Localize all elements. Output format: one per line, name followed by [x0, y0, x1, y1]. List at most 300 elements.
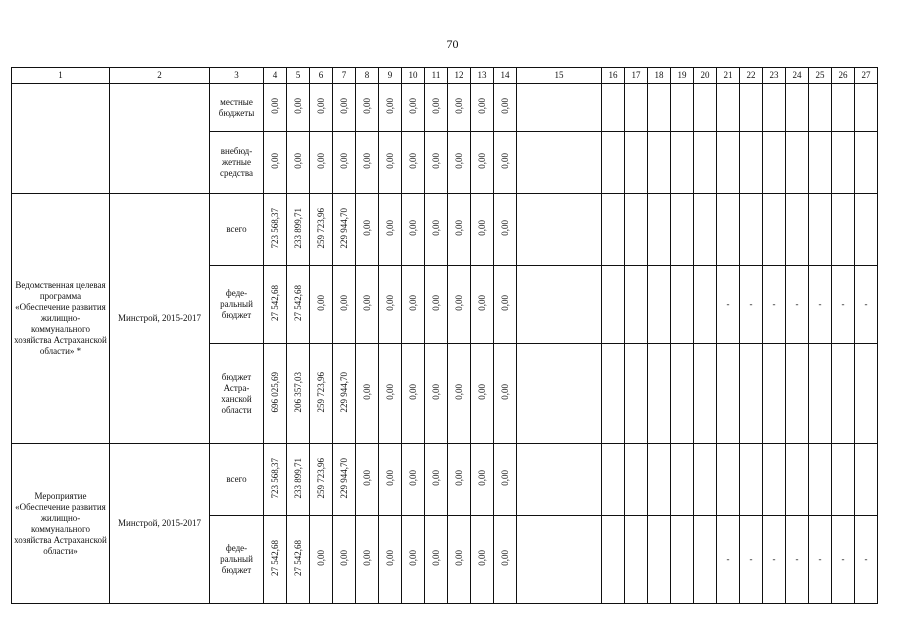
- value-cell: [287, 132, 310, 194]
- dash-mark: -: [818, 299, 822, 309]
- value-text: 259 723,96: [316, 457, 326, 499]
- col-15-cell: [517, 344, 602, 444]
- value-cell: [471, 516, 494, 604]
- value-text: 0,00: [408, 550, 418, 566]
- value-cell: [494, 132, 517, 194]
- value-text: 0,00: [408, 470, 418, 486]
- funding-source: феде-ральный бюджет: [210, 516, 264, 604]
- col-18-cell: [648, 132, 671, 194]
- col-23-cell: [763, 132, 786, 194]
- col-22-cell: [740, 132, 763, 194]
- col-15-cell: [517, 132, 602, 194]
- col-23-cell: [763, 444, 786, 516]
- col-18-cell: [648, 194, 671, 266]
- value-text: 259 723,96: [316, 207, 326, 249]
- measure-row: [12, 444, 878, 516]
- value-cell: [287, 266, 310, 344]
- value-cell: [356, 194, 379, 266]
- value-text: 0,00: [500, 550, 510, 566]
- value-cell: [310, 516, 333, 604]
- dash-mark: -: [772, 299, 776, 309]
- col-23-cell: [763, 266, 786, 344]
- value-cell: [425, 194, 448, 266]
- value-cell: [471, 194, 494, 266]
- dash-mark: -: [749, 554, 753, 564]
- col-26-cell: [832, 84, 855, 132]
- value-cell: [448, 344, 471, 444]
- col-17-cell: [625, 132, 648, 194]
- value-text: 0,00: [431, 295, 441, 311]
- dash-mark: -: [795, 299, 799, 309]
- value-cell: [333, 344, 356, 444]
- col-23-cell: [763, 516, 786, 604]
- column-number: 22: [740, 68, 763, 84]
- col-18-cell: [648, 344, 671, 444]
- column-number: 2: [110, 68, 210, 84]
- funding-source: местные бюджеты: [210, 84, 264, 132]
- column-number: 24: [786, 68, 809, 84]
- value-text: 0,00: [408, 384, 418, 400]
- value-text: 0,00: [385, 550, 395, 566]
- column-number: 15: [517, 68, 602, 84]
- value-cell: [402, 444, 425, 516]
- value-text: 0,00: [500, 384, 510, 400]
- value-cell: [356, 444, 379, 516]
- value-cell: [494, 266, 517, 344]
- value-text: 0,00: [362, 98, 372, 114]
- col-23-cell: [763, 194, 786, 266]
- value-text: 0,00: [431, 220, 441, 236]
- col-16-cell: [602, 84, 625, 132]
- value-text: 0,00: [454, 98, 464, 114]
- col-15-cell: [517, 516, 602, 604]
- column-number: 19: [671, 68, 694, 84]
- dash-mark: -: [841, 554, 845, 564]
- col-17-cell: [625, 444, 648, 516]
- col-17-cell: [625, 516, 648, 604]
- col-26-cell: [832, 444, 855, 516]
- value-text: 0,00: [454, 470, 464, 486]
- col-25-cell: [809, 516, 832, 604]
- value-text: 0,00: [362, 295, 372, 311]
- value-text: 0,00: [385, 153, 395, 169]
- col-27-cell: [855, 516, 878, 604]
- value-text: 27 542,68: [293, 285, 303, 321]
- value-text: 0,00: [431, 384, 441, 400]
- dash-mark: -: [726, 554, 730, 564]
- column-number: 7: [333, 68, 356, 84]
- col-16-cell: [602, 444, 625, 516]
- value-cell: [333, 194, 356, 266]
- column-number: 25: [809, 68, 832, 84]
- col-27-cell: [855, 194, 878, 266]
- value-cell: [425, 84, 448, 132]
- value-cell: [264, 84, 287, 132]
- funding-source: феде-ральный бюджет: [210, 266, 264, 344]
- value-text: 0,00: [500, 470, 510, 486]
- column-number-row: [12, 68, 878, 84]
- value-text: 0,00: [408, 153, 418, 169]
- value-cell: [356, 516, 379, 604]
- continuation-row: [12, 132, 878, 194]
- value-text: 0,00: [477, 384, 487, 400]
- col-15-cell: [517, 266, 602, 344]
- column-number: 14: [494, 68, 517, 84]
- value-text: 0,00: [477, 220, 487, 236]
- col-27-cell: [855, 344, 878, 444]
- value-text: 0,00: [362, 384, 372, 400]
- column-number: 4: [264, 68, 287, 84]
- value-cell: [264, 132, 287, 194]
- value-cell: [425, 132, 448, 194]
- value-cell: [448, 266, 471, 344]
- value-cell: [448, 132, 471, 194]
- col-21-cell: [717, 444, 740, 516]
- col-26-cell: [832, 194, 855, 266]
- value-cell: [356, 266, 379, 344]
- col-27-cell: [855, 132, 878, 194]
- value-text: 229 944,70: [339, 207, 349, 249]
- value-text: 0,00: [431, 550, 441, 566]
- col-18-cell: [648, 266, 671, 344]
- value-text: 0,00: [408, 98, 418, 114]
- column-number: 27: [855, 68, 878, 84]
- value-cell: [264, 444, 287, 516]
- col-19-cell: [671, 84, 694, 132]
- value-text: 0,00: [385, 470, 395, 486]
- blank-name-cell: [12, 132, 110, 194]
- dash-mark: -: [795, 554, 799, 564]
- column-number: 11: [425, 68, 448, 84]
- value-cell: [379, 266, 402, 344]
- value-cell: [379, 84, 402, 132]
- value-text: 0,00: [316, 98, 326, 114]
- value-text: 0,00: [500, 220, 510, 236]
- col-22-cell: [740, 266, 763, 344]
- value-text: 0,00: [454, 384, 464, 400]
- measure-executor: Минстрой, 2015-2017: [110, 444, 210, 604]
- page-number: 70: [446, 37, 459, 51]
- value-text: 0,00: [408, 220, 418, 236]
- col-19-cell: [671, 516, 694, 604]
- funding-source: всего: [210, 444, 264, 516]
- col-26-cell: [832, 266, 855, 344]
- value-text: 0,00: [477, 295, 487, 311]
- value-text: 0,00: [385, 384, 395, 400]
- col-18-cell: [648, 84, 671, 132]
- col-17-cell: [625, 266, 648, 344]
- value-cell: [448, 444, 471, 516]
- value-text: 0,00: [270, 153, 280, 169]
- value-cell: [494, 194, 517, 266]
- column-number: 23: [763, 68, 786, 84]
- value-text: 0,00: [431, 470, 441, 486]
- value-cell: [333, 84, 356, 132]
- value-cell: [471, 344, 494, 444]
- col-22-cell: [740, 344, 763, 444]
- value-text: 233 899,71: [293, 207, 303, 249]
- col-24-cell: [786, 266, 809, 344]
- value-cell: [310, 344, 333, 444]
- column-number: 20: [694, 68, 717, 84]
- value-text: 0,00: [316, 550, 326, 566]
- col-15-cell: [517, 444, 602, 516]
- col-21-cell: [717, 132, 740, 194]
- value-text: 259 723,96: [316, 371, 326, 413]
- value-cell: [356, 84, 379, 132]
- value-text: 0,00: [339, 98, 349, 114]
- value-cell: [448, 516, 471, 604]
- value-cell: [264, 266, 287, 344]
- col-20-cell: [694, 344, 717, 444]
- value-cell: [471, 132, 494, 194]
- col-19-cell: [671, 266, 694, 344]
- col-15-cell: [517, 194, 602, 266]
- value-cell: [402, 344, 425, 444]
- value-cell: [310, 132, 333, 194]
- col-27-cell: [855, 266, 878, 344]
- column-number: 3: [210, 68, 264, 84]
- value-text: 206 357,03: [293, 371, 303, 413]
- value-cell: [471, 84, 494, 132]
- col-23-cell: [763, 344, 786, 444]
- value-text: 0,00: [339, 550, 349, 566]
- value-text: 0,00: [500, 98, 510, 114]
- col-25-cell: [809, 344, 832, 444]
- col-19-cell: [671, 444, 694, 516]
- value-cell: [494, 344, 517, 444]
- col-21-cell: [717, 516, 740, 604]
- col-24-cell: [786, 444, 809, 516]
- col-21-cell: [717, 344, 740, 444]
- funding-source: всего: [210, 194, 264, 266]
- dash-mark: -: [772, 554, 776, 564]
- value-text: 0,00: [454, 220, 464, 236]
- col-16-cell: [602, 132, 625, 194]
- value-text: 723 568,37: [270, 457, 280, 499]
- col-16-cell: [602, 266, 625, 344]
- value-cell: [356, 132, 379, 194]
- value-cell: [310, 444, 333, 516]
- value-cell: [287, 444, 310, 516]
- continuation-row: [12, 84, 878, 132]
- funding-source: бюджет Астра-ханской области: [210, 344, 264, 444]
- col-25-cell: [809, 194, 832, 266]
- value-cell: [402, 266, 425, 344]
- col-27-cell: [855, 84, 878, 132]
- col-24-cell: [786, 84, 809, 132]
- value-cell: [379, 516, 402, 604]
- value-cell: [264, 194, 287, 266]
- value-text: 27 542,68: [270, 285, 280, 321]
- value-cell: [448, 194, 471, 266]
- col-20-cell: [694, 266, 717, 344]
- value-text: 233 899,71: [293, 457, 303, 499]
- value-text: 0,00: [477, 470, 487, 486]
- value-cell: [494, 84, 517, 132]
- value-cell: [333, 266, 356, 344]
- value-cell: [333, 516, 356, 604]
- column-number: 18: [648, 68, 671, 84]
- value-text: 0,00: [500, 295, 510, 311]
- column-number: 10: [402, 68, 425, 84]
- col-23-cell: [763, 84, 786, 132]
- value-text: 0,00: [477, 98, 487, 114]
- value-cell: [310, 194, 333, 266]
- value-text: 0,00: [362, 153, 372, 169]
- value-cell: [379, 132, 402, 194]
- value-text: 0,00: [270, 98, 280, 114]
- value-cell: [264, 344, 287, 444]
- value-text: 27 542,68: [293, 540, 303, 576]
- value-cell: [402, 132, 425, 194]
- value-text: 0,00: [454, 550, 464, 566]
- value-text: 0,00: [339, 153, 349, 169]
- col-24-cell: [786, 194, 809, 266]
- value-cell: [333, 444, 356, 516]
- col-18-cell: [648, 444, 671, 516]
- budget-table: [11, 67, 878, 604]
- value-text: 0,00: [316, 153, 326, 169]
- value-text: 229 944,70: [339, 371, 349, 413]
- col-18-cell: [648, 516, 671, 604]
- value-text: 696 025,69: [270, 371, 280, 413]
- column-number: 9: [379, 68, 402, 84]
- value-text: 0,00: [362, 470, 372, 486]
- value-text: 0,00: [408, 295, 418, 311]
- dash-mark: -: [864, 554, 868, 564]
- value-text: 723 568,37: [270, 207, 280, 249]
- value-cell: [310, 84, 333, 132]
- col-17-cell: [625, 84, 648, 132]
- value-cell: [425, 516, 448, 604]
- value-text: 0,00: [454, 153, 464, 169]
- column-number: 8: [356, 68, 379, 84]
- value-cell: [379, 344, 402, 444]
- value-cell: [264, 516, 287, 604]
- column-number: 26: [832, 68, 855, 84]
- value-cell: [310, 266, 333, 344]
- dash-mark: -: [726, 299, 730, 309]
- value-cell: [494, 444, 517, 516]
- value-cell: [379, 444, 402, 516]
- column-number: 17: [625, 68, 648, 84]
- value-text: 0,00: [362, 550, 372, 566]
- value-text: 0,00: [293, 153, 303, 169]
- value-cell: [402, 194, 425, 266]
- program-row: [12, 194, 878, 266]
- value-text: 0,00: [477, 153, 487, 169]
- value-cell: [425, 266, 448, 344]
- value-cell: [471, 444, 494, 516]
- blank-executor-cell: [110, 132, 210, 194]
- measure-name: Мероприятие «Обеспечение развития жилищно-коммунального хозяйства Астраханской области»: [12, 444, 110, 604]
- col-17-cell: [625, 344, 648, 444]
- column-number: 12: [448, 68, 471, 84]
- value-text: 0,00: [385, 295, 395, 311]
- value-cell: [356, 344, 379, 444]
- col-20-cell: [694, 132, 717, 194]
- col-26-cell: [832, 344, 855, 444]
- value-cell: [333, 132, 356, 194]
- dash-mark: -: [818, 554, 822, 564]
- value-cell: [402, 516, 425, 604]
- col-15-cell: [517, 84, 602, 132]
- value-cell: [448, 84, 471, 132]
- col-26-cell: [832, 516, 855, 604]
- value-text: 0,00: [500, 153, 510, 169]
- blank-executor-cell: [110, 84, 210, 132]
- dash-mark: -: [749, 299, 753, 309]
- value-cell: [287, 84, 310, 132]
- col-22-cell: [740, 516, 763, 604]
- column-number: 16: [602, 68, 625, 84]
- value-cell: [287, 344, 310, 444]
- col-21-cell: [717, 194, 740, 266]
- value-text: 0,00: [293, 98, 303, 114]
- value-cell: [379, 194, 402, 266]
- col-21-cell: [717, 84, 740, 132]
- col-16-cell: [602, 344, 625, 444]
- funding-source: внебюд-жетные средства: [210, 132, 264, 194]
- col-22-cell: [740, 444, 763, 516]
- blank-name-cell: [12, 84, 110, 132]
- value-cell: [287, 516, 310, 604]
- value-cell: [425, 344, 448, 444]
- value-cell: [402, 84, 425, 132]
- col-19-cell: [671, 194, 694, 266]
- value-text: 0,00: [477, 550, 487, 566]
- value-text: 0,00: [316, 295, 326, 311]
- col-24-cell: [786, 516, 809, 604]
- col-24-cell: [786, 344, 809, 444]
- value-cell: [494, 516, 517, 604]
- value-text: 0,00: [385, 98, 395, 114]
- program-name: Ведомственная целевая программа «Обеспечение развития жилищно-коммунального хозяйства Астраханской области» *: [12, 194, 110, 444]
- col-22-cell: [740, 194, 763, 266]
- col-19-cell: [671, 132, 694, 194]
- column-number: 13: [471, 68, 494, 84]
- col-24-cell: [786, 132, 809, 194]
- col-22-cell: [740, 84, 763, 132]
- col-26-cell: [832, 132, 855, 194]
- col-20-cell: [694, 516, 717, 604]
- col-20-cell: [694, 444, 717, 516]
- value-cell: [287, 194, 310, 266]
- col-19-cell: [671, 344, 694, 444]
- column-number: 6: [310, 68, 333, 84]
- value-text: 0,00: [431, 98, 441, 114]
- value-text: 0,00: [431, 153, 441, 169]
- column-number: 21: [717, 68, 740, 84]
- value-text: 0,00: [454, 295, 464, 311]
- col-25-cell: [809, 132, 832, 194]
- value-text: 27 542,68: [270, 540, 280, 576]
- program-executor: Минстрой, 2015-2017: [110, 194, 210, 444]
- column-number: 1: [12, 68, 110, 84]
- col-20-cell: [694, 84, 717, 132]
- col-27-cell: [855, 444, 878, 516]
- column-number: 5: [287, 68, 310, 84]
- col-17-cell: [625, 194, 648, 266]
- col-25-cell: [809, 84, 832, 132]
- value-cell: [471, 266, 494, 344]
- dash-mark: -: [841, 299, 845, 309]
- value-text: 229 944,70: [339, 457, 349, 499]
- value-text: 0,00: [385, 220, 395, 236]
- value-text: 0,00: [339, 295, 349, 311]
- col-16-cell: [602, 516, 625, 604]
